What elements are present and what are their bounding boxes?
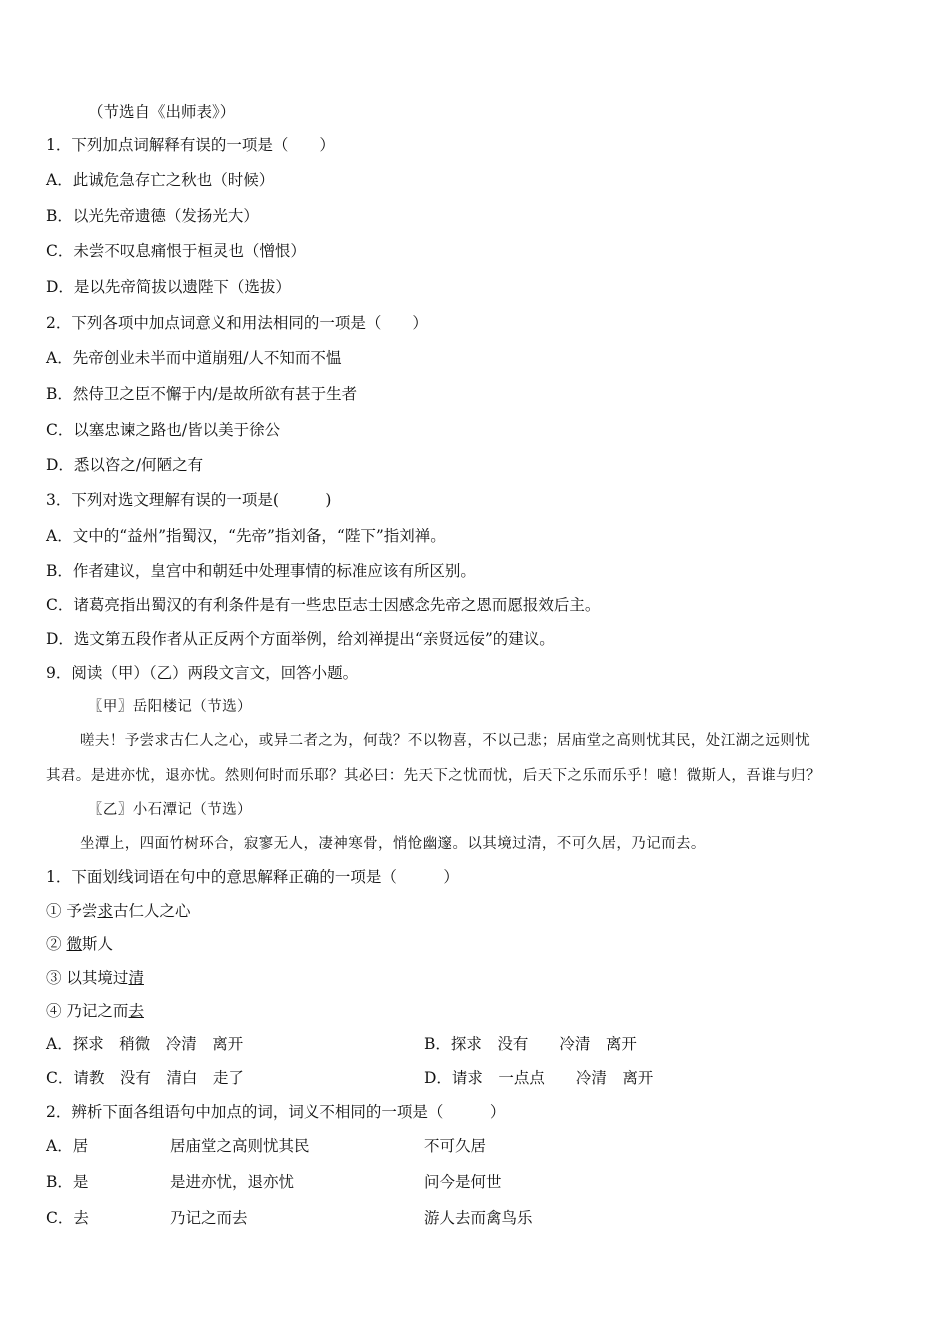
s9q1-option-d: D．请求 一点点 冷清 离开 [424, 1069, 654, 1087]
yi-title: 〖乙〗小石潭记（节选） [88, 802, 252, 818]
sentence-b: 游人去而禽鸟乐 [424, 1209, 533, 1227]
section9-heading: 9．阅读（甲）（乙）两段文言文，回答小题。 [46, 664, 359, 682]
q2-option-d: D．悉以咨之/何陋之有 [46, 456, 204, 474]
q1-stem: 1．下列加点词解释有误的一项是（ ） [46, 136, 335, 154]
s9q1-option-b: B．探求 没有 冷清 离开 [424, 1035, 637, 1053]
q3-option-d: D．选文第五段作者从正反两个方面举例，给刘禅提出“亲贤远佞”的建议。 [46, 630, 555, 648]
sentence-b: 不可久居 [424, 1137, 487, 1155]
s9q1-item-3 [46, 968, 144, 988]
item-pre: ④ 乃记之而 [46, 1002, 129, 1020]
s9q1-option-c: C．请教 没有 清白 走了 [46, 1069, 244, 1087]
q1-option-a: A．此诚危急存亡之秋也（时候） [46, 171, 275, 189]
yi-line-1: 坐潭上，四面竹树环合，寂寥无人，凄神寒骨，悄怆幽邃。以其境过清，不可久居，乃记而去。 [80, 836, 706, 852]
underlined-word: 求 [97, 902, 113, 920]
s9q1-item-4 [46, 1001, 144, 1021]
s9q2-row-a [46, 1136, 746, 1156]
item-pre: ② [46, 935, 67, 953]
item-pre: ③ 以其境过 [46, 969, 129, 987]
s9q2-row-b [46, 1172, 746, 1192]
s9q1-stem: 1．下面划线词语在句中的意思解释正确的一项是（ ） [46, 868, 459, 886]
jia-line-2: 其君。是进亦忧，退亦忧。然则何时而乐耶？其必曰：先天下之忧而忧，后天下之乐而乐乎！噫！微斯人，吾谁与归？ [46, 768, 821, 784]
q2-stem: 2．下列各项中加点词意义和用法相同的一项是（ ） [46, 314, 428, 332]
sentence-a: 乃记之而去 [170, 1209, 248, 1227]
item-post: 古仁人之心 [112, 902, 191, 920]
underlined-word: 去 [128, 1002, 144, 1020]
s9q1-item-1 [46, 901, 190, 921]
q1-option-b: B．以光先帝遗德（发扬光大） [46, 207, 259, 225]
sentence-a: 居庙堂之高则忧其民 [170, 1137, 310, 1155]
q1-option-c: C．未尝不叹息痛恨于桓灵也（憎恨） [46, 242, 306, 260]
q3-option-a: A．文中的“益州”指蜀汉，“先帝”指刘备，“陛下”指刘禅。 [46, 527, 446, 545]
underlined-word: 清 [128, 969, 144, 987]
q3-stem: 3．下列对选文理解有误的一项是( ) [46, 491, 332, 509]
source-note: （节选自《出师表》） [88, 103, 236, 121]
s9q1-options-row-2 [46, 1068, 746, 1088]
sentence-b: 问今是何世 [424, 1173, 502, 1191]
row-label: B．是 [46, 1173, 89, 1191]
s9q2-stem: 2．辨析下面各组语句中加点的词，词义不相同的一项是（ ） [46, 1103, 506, 1121]
s9q1-item-2 [46, 934, 113, 954]
underlined-word: 微 [66, 935, 82, 953]
s9q1-options-row-1 [46, 1034, 746, 1054]
s9q2-row-c [46, 1208, 746, 1228]
q2-option-b: B．然侍卫之臣不懈于内/是故所欲有甚于生者 [46, 385, 358, 403]
s9q1-option-a: A．探求 稍微 冷清 离开 [46, 1035, 244, 1053]
item-post: 斯人 [81, 935, 113, 953]
row-label: C．去 [46, 1209, 89, 1227]
row-label: A．居 [46, 1137, 89, 1155]
item-pre: ① 予尝 [46, 902, 98, 920]
q2-option-c: C．以塞忠谏之路也/皆以美于徐公 [46, 421, 281, 439]
sentence-a: 是进亦忧，退亦忧 [170, 1173, 295, 1191]
jia-title: 〖甲〗岳阳楼记（节选） [88, 699, 252, 715]
q3-option-c: C．诸葛亮指出蜀汉的有利条件是有一些忠臣志士因感念先帝之恩而愿报效后主。 [46, 596, 601, 614]
jia-line-1: 嗟夫！予尝求古仁人之心，或异二者之为，何哉？不以物喜，不以己悲；居庙堂之高则忧其民，处江湖之远则忧 [80, 733, 811, 749]
q2-option-a: A．先帝创业未半而中道崩殂/人不知而不愠 [46, 349, 342, 367]
q1-option-d: D．是以先帝简拔以遗陛下（选拔） [46, 278, 291, 296]
q3-option-b: B．作者建议，皇宫中和朝廷中处理事情的标准应该有所区别。 [46, 562, 476, 580]
